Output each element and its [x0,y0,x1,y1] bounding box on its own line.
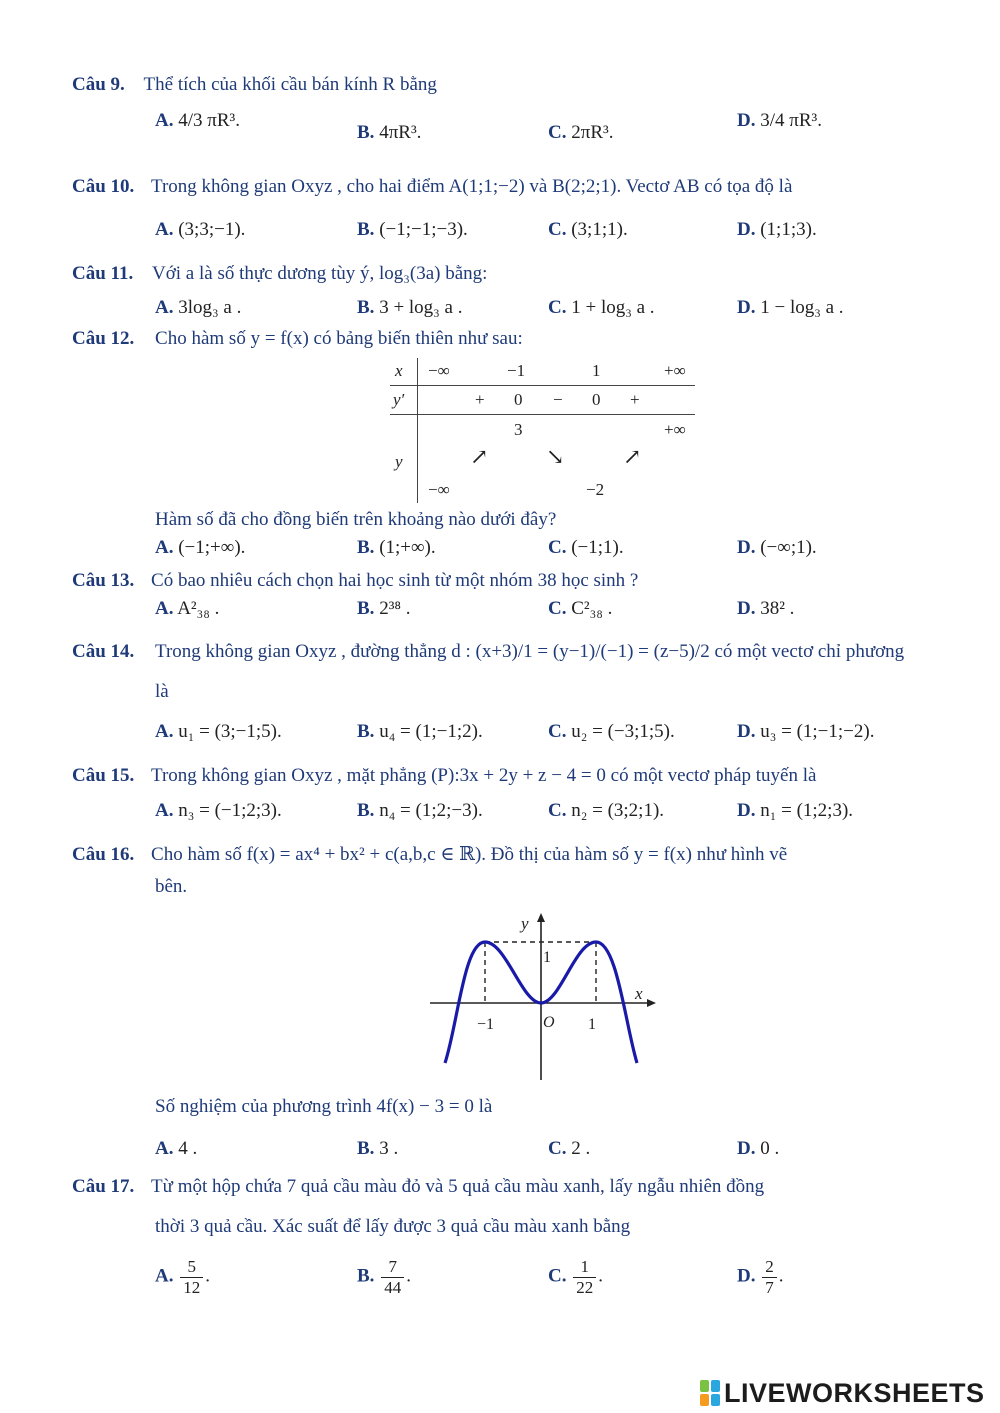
option-text: 3log₃ a . [178,297,242,318]
option-label: D. [737,721,756,742]
option-text: (−1;1). [571,537,624,558]
question-text: Cho hàm số f(x) = ax⁴ + bx² + c(a,b,c ∈ ℝ). Đồ thị của hàm số y = f(x) như hình vẽ [151,844,788,865]
question-14-stem [72,641,904,663]
table-x-label: x [395,361,403,380]
x-axis-arrow-icon [647,999,656,1007]
option-text: 4πR³. [379,122,422,143]
q16-option-a[interactable] [155,1138,197,1160]
q13-option-c[interactable] [548,598,612,620]
q14-option-c[interactable] [548,721,675,743]
option-label: A. [155,1138,174,1159]
table-sign: 0 [592,390,601,409]
option-text: (−1;+∞). [178,537,246,558]
option-label: C. [548,721,567,742]
option-text: 38² . [760,598,795,619]
table-y-value: 3 [514,420,523,439]
option-label: A. [155,297,174,318]
question-16-continuation: bên. [155,876,188,897]
option-text: n₂ = (3;2;1). [571,800,665,821]
option-label: D. [737,297,756,318]
option-text: 1 − log₃ a . [760,297,844,318]
option-text: (−∞;1). [760,537,817,558]
option-label: D. [737,537,756,558]
q11-option-a[interactable] [155,297,241,319]
graph-tick-y-one: 1 [543,949,551,966]
option-label: A. [155,721,174,742]
q10-option-c[interactable] [548,219,628,241]
option-label: B. [357,1138,375,1159]
option-fraction: $\frac{7}{44}$ [381,1257,404,1297]
question-15-stem [72,765,816,787]
q9-option-d[interactable] [737,110,822,132]
option-label: B. [357,537,375,558]
option-text: (1;+∞). [379,537,436,558]
table-sign: + [630,390,640,409]
graph-tick-neg-one: −1 [477,1016,495,1033]
table-y-value: −2 [586,480,605,499]
function-graph [420,905,660,1085]
option-fraction: $\frac{5}{12}$ [180,1257,203,1297]
q10-option-b[interactable] [357,219,468,241]
q17-option-c[interactable]: C. $\frac{1}{22}$ . [548,1257,603,1297]
option-label: D. [737,219,756,240]
q16-option-c[interactable] [548,1138,590,1160]
table-x-value: −1 [507,361,526,380]
option-label: C. [548,598,567,619]
arrow-up-icon: ↗ [470,444,489,469]
graph-tick-x-one: 1 [588,1016,596,1033]
liveworksheets-mark-icon [700,1380,720,1406]
arrow-down-icon: ↘ [546,444,565,469]
table-sign: + [475,390,485,409]
option-text: 2πR³. [571,122,614,143]
q9-option-b[interactable] [357,122,421,144]
option-fraction: $\frac{2}{7}$ [762,1257,777,1297]
option-label: A. [155,598,174,619]
table-y-value: −∞ [428,480,450,499]
option-label: A. [155,110,174,131]
q11-option-d[interactable] [737,297,844,319]
q10-option-a[interactable] [155,219,245,241]
option-label: B. [357,800,375,821]
question-text: Trong không gian Oxyz , mặt phẳng (P):3x + 2y + z − 4 = 0 có một vectơ pháp tuyến là [151,765,817,786]
option-label: D. [737,1138,756,1159]
option-text: C²₃₈ . [571,598,613,619]
table-sign: − [553,390,563,409]
question-12-stem [72,328,523,350]
option-text: n₄ = (1;2;−3). [379,800,483,821]
option-text: n₃ = (−1;2;3). [178,800,282,821]
option-label: B. [357,1265,375,1287]
graph-x-label: x [635,984,643,1003]
q11-option-c[interactable] [548,297,655,319]
table-sign: 0 [514,390,523,409]
q17-option-d[interactable]: D. $\frac{2}{7}$ . [737,1257,784,1297]
table-yprime-label: y′ [393,390,405,409]
option-text: (1;1;3). [760,219,817,240]
option-label: C. [548,297,567,318]
liveworksheets-logo [700,1377,985,1409]
option-text: 2³⁸ . [379,598,411,619]
graph-origin-label: O [543,1014,555,1031]
question-9-stem [72,74,437,96]
q11-option-b[interactable] [357,297,463,319]
option-label: A. [155,1265,174,1287]
option-text: u₁ = (3;−1;5). [178,721,282,742]
option-label: B. [357,721,375,742]
q13-option-b[interactable] [357,598,411,620]
option-label: C. [548,1265,567,1287]
graph-y-label: y [521,914,529,933]
question-16-prompt: Số nghiệm của phương trình 4f(x) − 3 = 0 là [155,1096,493,1117]
question-number: Câu 14. [72,641,135,662]
option-text: 3 + log₃ a . [379,297,463,318]
question-text: Trong không gian Oxyz , đường thẳng d : (x+3)/1 = (y−1)/(−1) = (z−5)/2 có một vectơ chỉ phương [155,641,905,662]
question-number: Câu 10. [72,176,135,197]
q12-option-d[interactable] [737,537,817,559]
table-x-value: −∞ [428,361,450,380]
option-label: A. [155,219,174,240]
q12-option-c[interactable] [548,537,624,559]
option-text: A²₃₈ . [177,598,220,619]
q17-option-a[interactable]: A. $\frac{5}{12}$ . [155,1257,210,1297]
option-text: u₄ = (1;−1;2). [379,721,483,742]
arrow-up-icon: ↗ [623,444,642,469]
q12-option-a[interactable] [155,537,245,559]
option-label: D. [737,1265,756,1287]
table-y-value: +∞ [664,420,686,439]
option-label: D. [737,598,756,619]
option-text: u₂ = (−3;1;5). [571,721,675,742]
option-text: 2 . [571,1138,591,1159]
q15-option-d[interactable] [737,800,853,822]
option-label: D. [737,800,756,821]
question-number: Câu 16. [72,844,135,865]
question-text: Với a là số thực dương tùy ý, log₃(3a) bằng: [152,263,488,284]
table-x-value: +∞ [664,361,686,380]
question-17-continuation: thời 3 quả cầu. Xác suất để lấy được 3 quả cầu màu xanh bằng [155,1216,631,1237]
q13-option-d[interactable] [737,598,794,620]
question-text: Cho hàm số y = f(x) có bảng biến thiên như sau: [155,328,523,349]
question-text: Thể tích của khối cầu bán kính R bằng [143,74,437,95]
question-10-stem [72,176,792,198]
question-14-continuation: là [155,681,169,702]
q10-option-d[interactable] [737,219,817,241]
option-label: B. [357,598,375,619]
question-11-stem [72,263,487,285]
q17-option-b[interactable]: B. $\frac{7}{44}$ . [357,1257,411,1297]
option-text: 0 . [760,1138,780,1159]
question-number: Câu 13. [72,570,135,591]
option-text: (3;1;1). [571,219,628,240]
option-text: 4/3 πR³. [178,110,240,131]
option-text: n₁ = (1;2;3). [760,800,854,821]
option-label: B. [357,122,375,143]
option-label: A. [155,537,174,558]
q15-option-a[interactable] [155,800,282,822]
option-label: C. [548,219,567,240]
option-label: C. [548,800,567,821]
option-text: u₃ = (1;−1;−2). [760,721,875,742]
q13-option-a[interactable] [155,598,219,620]
question-text: Từ một hộp chứa 7 quả cầu màu đỏ và 5 quả cầu màu xanh, lấy ngẫu nhiên đồng [151,1176,765,1197]
question-13-stem [72,570,638,592]
q15-option-c[interactable] [548,800,664,822]
question-12-prompt: Hàm số đã cho đồng biến trên khoảng nào dưới đây? [155,509,557,530]
question-number: Câu 17. [72,1176,135,1197]
q12-option-b[interactable] [357,537,436,559]
option-fraction: $\frac{1}{22}$ [573,1257,596,1297]
q15-option-b[interactable] [357,800,483,822]
logo-text: LIVEWORKSHEETS [724,1377,985,1408]
q14-option-a[interactable] [155,721,282,743]
option-text: (3;3;−1). [178,219,246,240]
question-number: Câu 12. [72,328,135,349]
option-label: C. [548,1138,567,1159]
option-label: C. [548,537,567,558]
option-label: A. [155,800,174,821]
question-number: Câu 11. [72,263,134,284]
table-y-label: y [395,452,403,471]
q16-option-d[interactable] [737,1138,779,1160]
q9-option-c[interactable] [548,122,613,144]
q16-option-b[interactable] [357,1138,398,1160]
table-x-value: 1 [592,361,601,380]
option-text: 3 . [379,1138,399,1159]
q14-option-d[interactable] [737,721,874,743]
q14-option-b[interactable] [357,721,483,743]
question-text: Trong không gian Oxyz , cho hai điểm A(1;1;−2) và B(2;2;1). Vectơ AB có tọa độ là [151,176,793,197]
question-number: Câu 15. [72,765,135,786]
variation-table [390,358,695,503]
option-text: 3/4 πR³. [760,110,822,131]
question-text: Có bao nhiêu cách chọn hai học sinh từ một nhóm 38 học sinh ? [151,570,639,591]
option-label: C. [548,122,567,143]
option-label: D. [737,110,756,131]
question-17-stem [72,1176,764,1198]
question-number: Câu 9. [72,74,125,95]
q9-option-a[interactable] [155,110,240,132]
option-text: 4 . [178,1138,198,1159]
question-16-stem [72,843,787,866]
y-axis-arrow-icon [537,913,545,922]
option-label: B. [357,297,375,318]
option-label: B. [357,219,375,240]
option-text: 1 + log₃ a . [571,297,655,318]
option-text: (−1;−1;−3). [379,219,468,240]
